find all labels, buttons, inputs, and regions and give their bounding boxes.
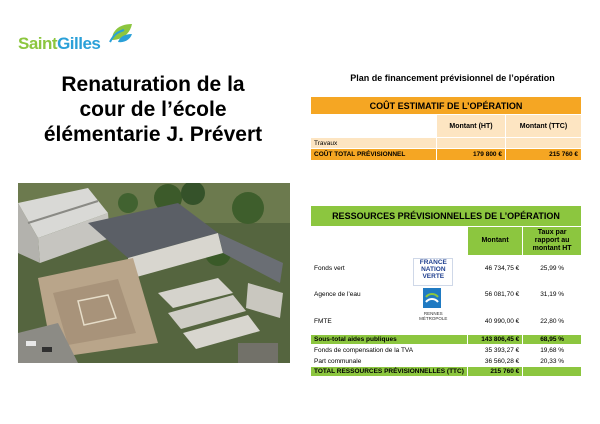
agence-de-leau-logo-icon — [423, 288, 441, 308]
title-line: Renaturation de la — [61, 73, 245, 96]
amount-fonds-vert: 46 734,75 € — [467, 256, 522, 282]
school-aerial-photo — [18, 183, 290, 363]
financing-plan-heading: Plan de financement prévisionnel de l’opération — [350, 73, 555, 83]
rate-part-communale: 20,33 % — [523, 356, 582, 367]
rate-fonds-vert: 25,99 % — [523, 256, 582, 282]
col-header-taux: Taux par rapport au montant HT — [523, 227, 582, 256]
row-label-fctva: Fonds de compensation de la TVA — [311, 345, 468, 356]
saint-gilles-logo — [18, 22, 130, 56]
cost-estimate-table — [310, 96, 582, 161]
total-cost-ttc: 215 760 € — [505, 149, 581, 161]
total-resources-amount: 215 760 € — [467, 367, 522, 377]
partner-logos — [409, 256, 468, 335]
rate-fmte: 22,80 % — [523, 308, 582, 334]
total-cost-label: COÛT TOTAL PRÉVISIONNEL — [311, 149, 437, 161]
resources-table — [310, 205, 582, 377]
total-resources-label: TOTAL RESSOURCES PRÉVISIONNELLES (TTC) — [311, 367, 468, 377]
amount-part-communale: 36 560,28 € — [467, 356, 522, 367]
subtotal-label: Sous-total aides publiques — [311, 335, 468, 345]
resources-table-header: RESSOURCES PRÉVISIONNELLES DE L’OPÉRATION — [311, 206, 582, 227]
amount-fmte: 40 990,00 € — [467, 308, 522, 334]
amount-agence-eau: 56 081,70 € — [467, 282, 522, 308]
subtotal-rate: 68,95 % — [523, 335, 582, 345]
rate-agence-eau: 31,19 % — [523, 282, 582, 308]
cell-empty — [505, 138, 581, 149]
subtotal-amount: 143 806,45 € — [467, 335, 522, 345]
row-label-fmte: FMTE — [311, 308, 409, 334]
leaf-icon — [108, 22, 134, 44]
rate-fctva: 19,68 % — [523, 345, 582, 356]
col-header-ttc: Montant (TTC) — [505, 115, 581, 138]
france-nation-verte-logo: FRANCE NATION VERTE — [413, 258, 453, 286]
logo-wordmark: SaintGilles — [18, 34, 101, 53]
title-line: cour de l’école — [79, 98, 227, 121]
col-header-ht: Montant (HT) — [437, 115, 506, 138]
blank-cell — [311, 115, 437, 138]
amount-fctva: 35 393,27 € — [467, 345, 522, 356]
title-line: élémentarie J. Prévert — [43, 123, 263, 146]
total-cost-ht: 179 800 € — [437, 149, 506, 161]
cell-empty — [437, 138, 506, 149]
blank-cell — [311, 227, 409, 256]
cell-empty — [523, 367, 582, 377]
row-label-part-communale: Part communale — [311, 356, 468, 367]
row-label-travaux: Travaux — [311, 138, 437, 149]
row-label-fonds-vert: Fonds vert — [311, 256, 409, 282]
rennes-metropole-logo: RENNES MÉTROPOLE — [419, 311, 448, 321]
cost-table-header: COÛT ESTIMATIF DE L’OPÉRATION — [311, 97, 582, 115]
slide-title — [18, 72, 288, 147]
blank-cell — [409, 227, 468, 256]
col-header-montant: Montant — [467, 227, 522, 256]
row-label-agence-eau: Agence de l’eau — [311, 282, 409, 308]
